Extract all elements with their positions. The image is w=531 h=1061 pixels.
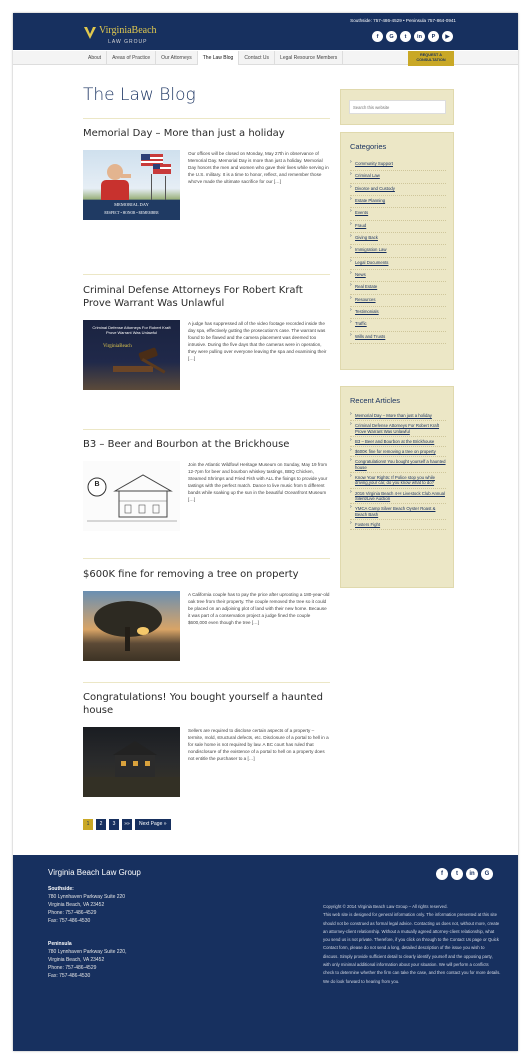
- address-line: 780 Lynnhaven Parkway Suite 220,: [48, 949, 127, 955]
- header-phones: Southside: 757-486-4529 • Peninsula 757-864-0941: [350, 18, 456, 23]
- nav-our-attorneys[interactable]: Our Attorneys: [156, 51, 198, 65]
- twitter-icon[interactable]: t: [400, 31, 411, 42]
- logo-subtitle: LAW GROUP: [108, 39, 148, 45]
- page-title: The Law Blog: [83, 85, 196, 105]
- thumbnail-caption: MEMORIAL DAY: [114, 202, 149, 207]
- recent-articles-widget: [340, 386, 454, 588]
- post-title-link[interactable]: B3 – Beer and Bourbon at the Brickhouse: [83, 439, 290, 450]
- post-thumbnail[interactable]: [83, 461, 180, 531]
- recent-article-link[interactable]: › B3 – Beer and Bourbon at the Brickhouse: [350, 437, 446, 447]
- disclaimer-text: This web site is designed for general information only. The information presented at this site should not be construed as formal legal advice. Contacting us does not, without more, create an attorney-client relationship. Without a mutually agreed attorney-client relationship, what you send us is not private. Therefore, if you click on through to the Contact Us page or Quick Contact form, please do not send a long, detailed description of the issue you wish to discuss. Simply provide sufficient detail to clearly identify yourself and the opposing party, with only minimal additional information about your situation. We will perform a conflicts check to determine whether the firm can take the case, and then contact you for more details. We do look forward to hearing from you.: [323, 912, 501, 984]
- site-footer: [13, 855, 518, 1051]
- category-link[interactable]: › Estate Planning: [350, 196, 446, 208]
- footer-social-icons: [436, 868, 493, 880]
- search-widget: [340, 89, 454, 125]
- gavel-image: [83, 320, 180, 390]
- category-link[interactable]: › Legal Documents: [350, 258, 446, 270]
- logo-name: VirginiaBeach: [99, 25, 157, 36]
- haunted-house-image: [83, 727, 180, 797]
- recent-article-link[interactable]: › $600K fine for removing a tree on property: [350, 447, 446, 457]
- category-link[interactable]: › Divorce and Custody: [350, 184, 446, 196]
- post-title-link[interactable]: Criminal Defense Attorneys For Robert Kraft Prove Warrant Was Unlawful: [83, 285, 303, 309]
- google-plus-icon[interactable]: G: [386, 31, 397, 42]
- divider: [83, 429, 330, 430]
- post-thumbnail[interactable]: [83, 150, 180, 220]
- address-line: Virginia Beach, VA 23452: [48, 902, 105, 908]
- post-excerpt: A California couple has to pay the price after uprooting a 180-year-old oak tree from their property. The couple removed the tree so it could be placed on an adjoining plot of land with their new home. Because it was part of a conservation project a judge fined the couple $600,000 even though the tree […]: [188, 592, 330, 626]
- southside-label: Southside:: [48, 886, 74, 892]
- category-link[interactable]: › Real Estate: [350, 282, 446, 294]
- blog-post: [83, 438, 330, 531]
- divider: [83, 274, 330, 275]
- fax-line: Fax: 757-486-4530: [48, 973, 91, 979]
- site-logo[interactable]: [83, 20, 157, 45]
- post-excerpt: Sellers are required to disclose certain aspects of a property – termite, mold, structural defects, etc. Disclosure of a portal to hell in a for sale home is not required by law. A BC court has ruled that nondisclosure of the existence of a portal to hell on a property does not entitle the purchaser to a […]: [188, 728, 329, 762]
- phone-line: Phone: 757-486-4529: [48, 965, 97, 971]
- pagination: [83, 819, 171, 830]
- thumbnail-logo: VirginiaBeach: [103, 344, 132, 349]
- category-link[interactable]: › Resources: [350, 295, 446, 307]
- memorial-day-image: [83, 150, 180, 220]
- recent-article-link[interactable]: › Congratulations! You bought yourself a haunted house: [350, 457, 446, 473]
- oak-tree-image: [83, 591, 180, 661]
- footer-title: Virginia Beach Law Group: [48, 868, 141, 877]
- recent-article-link[interactable]: › Memorial Day – More than just a holiday: [350, 411, 446, 421]
- blog-post: [83, 568, 330, 661]
- post-thumbnail[interactable]: [83, 320, 180, 390]
- post-title-link[interactable]: Congratulations! You bought yourself a haunted house: [83, 692, 323, 716]
- category-link[interactable]: › Wills and Trusts: [350, 332, 446, 344]
- next-page-button[interactable]: Next Page »: [135, 819, 171, 830]
- nav-legal-resource-members[interactable]: Legal Resource Members: [275, 51, 343, 65]
- peninsula-address: [48, 940, 126, 980]
- address-line: 780 Lynnhaven Parkway Suite 220: [48, 894, 126, 900]
- recent-article-link[interactable]: › Know Your Rights: If Police stop you while driving,your car, do you know what to do?: [350, 473, 446, 489]
- divider: [83, 682, 330, 683]
- divider: [83, 118, 330, 119]
- blog-post: [83, 691, 330, 797]
- google-plus-icon[interactable]: G: [481, 868, 493, 880]
- divider: [83, 558, 330, 559]
- post-excerpt: Join the Atlantic Wildfowl Heritage Museum on Sunday, May 19 from 12-7pm for beer and bourbon whiskey tastings, BBQ Chicken, Steamed Shrimps and Fried Fish with ALL the fixings to provide your tastings with the perfect match. Dance to live music from 5 different bands while soaking up the sun in the beautiful Oceanfront Museum […]: [188, 462, 328, 503]
- category-link[interactable]: › Community Support: [350, 159, 446, 171]
- recent-article-link[interactable]: › YMCA Camp Silver Beach Oyster Roast & Beach Bash: [350, 504, 446, 520]
- post-excerpt: A judge has suppressed all of the video footage recorded inside the day spa, effectively gutting the prosecution's case. The warrant was found to be flawed and the camera placement was deemed too intrusive. During the five days that the cameras were in operation, they were pulling over everyone leaving the spa and examining their […]: [188, 321, 327, 362]
- category-link[interactable]: › Criminal Law: [350, 171, 446, 183]
- recent-article-link[interactable]: › 2016 Virginia Beach 4-H Livestock Club Annual Silent/Live Auction: [350, 489, 446, 505]
- post-thumbnail[interactable]: [83, 591, 180, 661]
- category-link[interactable]: › Fraud: [350, 221, 446, 233]
- address-line: Virginia Beach, VA 23452: [48, 957, 105, 963]
- youtube-icon[interactable]: ▶: [442, 31, 453, 42]
- brickhouse-sketch-image: [83, 461, 180, 531]
- page-2-button[interactable]: 2: [96, 819, 106, 830]
- last-page-button[interactable]: »»: [122, 819, 132, 830]
- facebook-icon[interactable]: f: [436, 868, 448, 880]
- request-consultation-button[interactable]: REQUEST A CONSULTATION: [408, 51, 454, 66]
- nav-areas-of-practice[interactable]: Areas of Practice: [107, 51, 156, 65]
- nav-law-blog[interactable]: The Law Blog: [198, 51, 240, 65]
- logo-v-icon: [83, 26, 97, 40]
- category-link[interactable]: › Traffic: [350, 319, 446, 331]
- thumbnail-badge: B: [94, 481, 100, 488]
- header-bar: [13, 13, 518, 50]
- twitter-icon[interactable]: t: [451, 868, 463, 880]
- recent-article-link[interactable]: › Criminal Defense Attorneys For Robert Kraft Prove Warrant Was Unlawful: [350, 421, 446, 437]
- blog-post: [83, 127, 330, 220]
- thumbnail-subcaption: RESPECT • HONOR • REMEMBER: [104, 211, 159, 215]
- page-1-button[interactable]: 1: [83, 819, 93, 830]
- blog-post: [83, 284, 330, 390]
- facebook-icon[interactable]: f: [372, 31, 383, 42]
- footer-disclaimer: [323, 903, 501, 986]
- nav-contact-us[interactable]: Contact Us: [239, 51, 275, 65]
- thumbnail-caption: Criminal Defense Attorneys For Robert Kraft Prove Warrant Was Unlawful: [92, 325, 171, 335]
- recent-articles-list: [350, 411, 446, 530]
- category-link[interactable]: › Giving Back: [350, 233, 446, 245]
- fax-line: Fax: 757-486-4530: [48, 918, 91, 924]
- phone-line: Phone: 757-486-4529: [48, 910, 97, 916]
- southside-address: [48, 885, 125, 925]
- post-title-link[interactable]: Memorial Day – More than just a holiday: [83, 128, 285, 139]
- page-3-button[interactable]: 3: [109, 819, 119, 830]
- post-title-link[interactable]: $600K fine for removing a tree on property: [83, 569, 299, 580]
- peninsula-label: Peninsula: [48, 941, 72, 947]
- linkedin-icon[interactable]: in: [414, 31, 425, 42]
- category-link[interactable]: › Immigration Law: [350, 245, 446, 257]
- nav-about[interactable]: About: [83, 51, 107, 65]
- post-thumbnail[interactable]: [83, 727, 180, 797]
- recent-articles-heading: Recent Articles: [350, 396, 401, 405]
- categories-heading: Categories: [350, 142, 387, 151]
- category-link[interactable]: › News: [350, 270, 446, 282]
- search-input[interactable]: [349, 100, 446, 114]
- header-social-icons: [372, 31, 453, 42]
- pinterest-icon[interactable]: P: [428, 31, 439, 42]
- category-link[interactable]: › Testimonials: [350, 307, 446, 319]
- categories-list: [350, 159, 446, 344]
- category-link[interactable]: › Events: [350, 208, 446, 220]
- recent-article-link[interactable]: › Fosters Fight: [350, 520, 446, 530]
- page-frame: [13, 13, 518, 1051]
- categories-widget: [340, 132, 454, 370]
- post-excerpt: Our offices will be closed on Monday, May 27th in observance of Memorial Day. Memorial Day is more than just a holiday. Memorial Day honors the men and women who gave their lives while serving in the U.S. military. It is a time to honor, reflect, and remember those who've made the ultimate sacrifice for our […]: [188, 151, 329, 185]
- linkedin-icon[interactable]: in: [466, 868, 478, 880]
- copyright-text: Copyright © 2014 Virginia Beach Law Group – All rights reserved.: [323, 904, 448, 909]
